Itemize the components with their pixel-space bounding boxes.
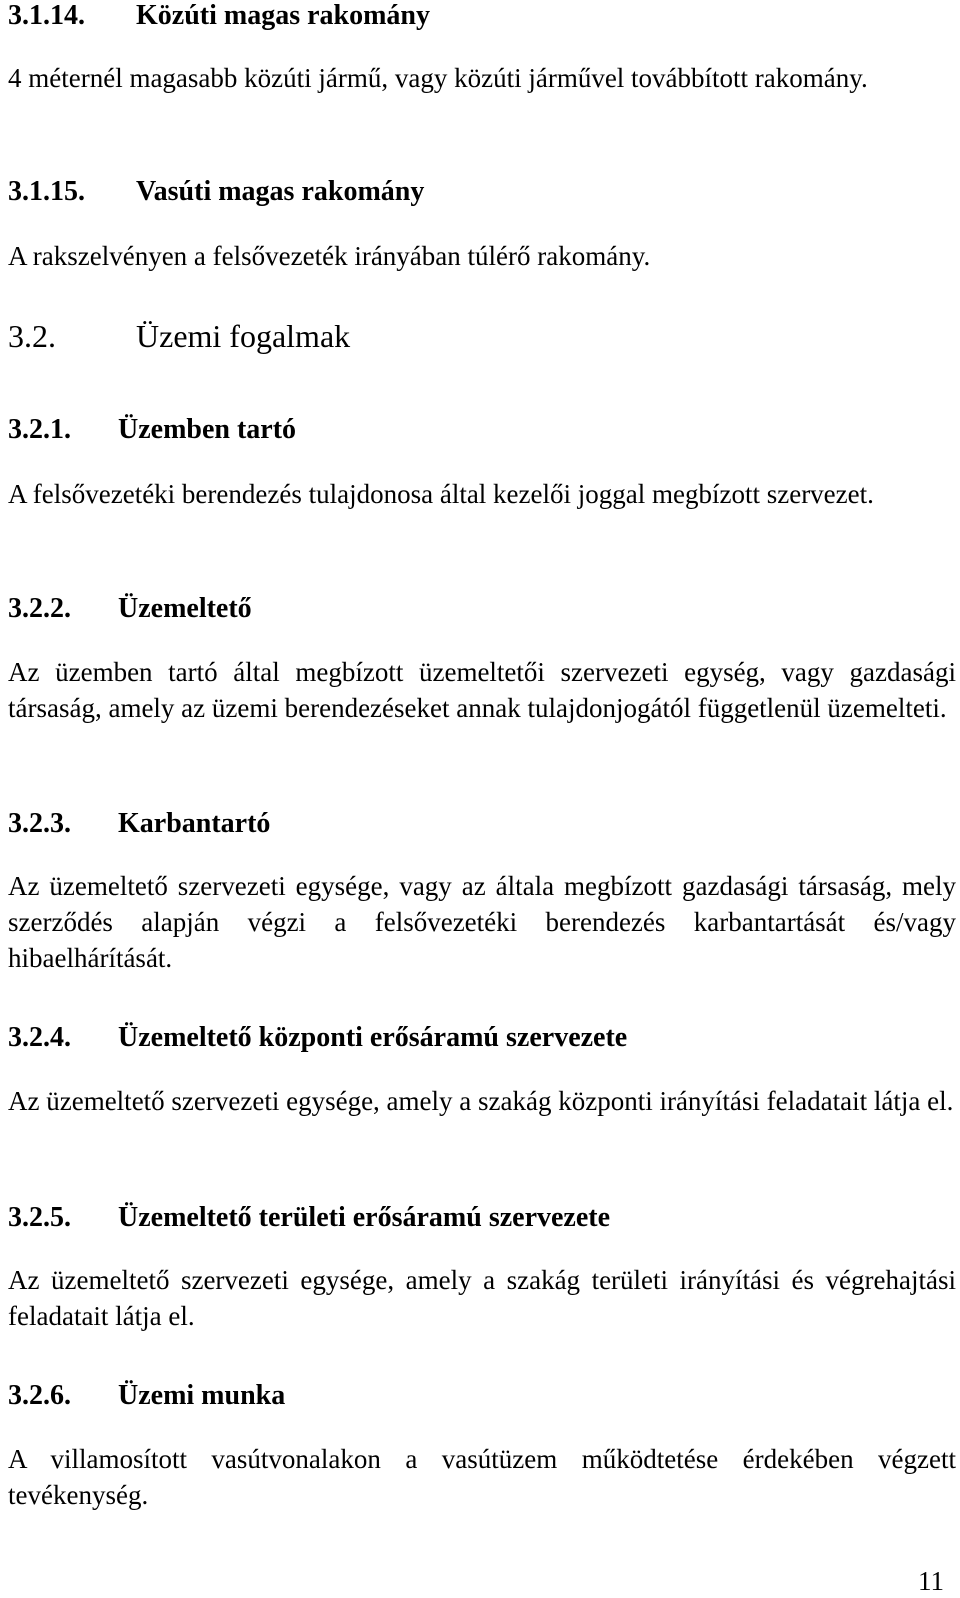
section-body: A felsővezetéki berendezés tulajdonosa által kezelői joggal megbízott szervezet. [8, 479, 874, 509]
section-title: Üzemben tartó [118, 414, 297, 445]
section-heading [8, 1202, 611, 1233]
section-number: 3.1.15. [8, 176, 85, 207]
chapter-heading [8, 318, 351, 354]
section-body: 4 méternél magasabb közúti jármű, vagy közúti járművel továbbított rakomány. [8, 63, 868, 93]
section-number: 3.2.2. [8, 593, 71, 624]
section-number: 3.2.1. [8, 414, 71, 445]
page-number: 11 [918, 1566, 944, 1596]
section-heading [8, 0, 430, 31]
section-body: A villamosított vasútvonalakon a vasútüzem működtetése érdekében végzett tevékenység. [8, 1444, 956, 1510]
section-number: 3.2.6. [8, 1380, 71, 1411]
section-title: Üzemi munka [118, 1380, 286, 1411]
section-body: Az üzemeltető szervezeti egysége, amely a szakág központi irányítási feladatait látja el. [8, 1086, 954, 1116]
section-number: 3.2.4. [8, 1022, 71, 1053]
section-number: 3.2.5. [8, 1202, 71, 1233]
section-heading [8, 414, 297, 445]
section-body: Az üzemeltető szervezeti egysége, vagy az általa megbízott gazdasági társaság, mely szerződés alapján végzi a felsővezetéki berendezés karbantartását és/vagy hibaelhárítását. [8, 871, 956, 973]
section-title: Karbantartó [118, 808, 271, 839]
section-title: Üzemeltető [118, 593, 252, 624]
section-heading [8, 1380, 286, 1411]
section-heading [8, 808, 271, 839]
section-heading [8, 593, 252, 624]
section-body: Az üzemeltető szervezeti egysége, amely a szakág területi irányítási és végrehajtási feladatait látja el. [8, 1265, 956, 1331]
section-number: 3.2. [8, 318, 56, 354]
section-body: A rakszelvényen a felsővezeték irányában túlérő rakomány. [8, 241, 651, 271]
section-number: 3.1.14. [8, 0, 85, 31]
section-body: Az üzemben tartó által megbízott üzemeltetői szervezeti egység, vagy gazdasági társaság, amely az üzemi berendezéseket annak tulajdonjogától függetlenül üzemelteti. [8, 657, 956, 723]
section-title: Üzemeltető területi erősáramú szervezete [118, 1202, 611, 1233]
section-title: Közúti magas rakomány [136, 0, 430, 31]
section-title: Vasúti magas rakomány [136, 176, 425, 207]
section-heading [8, 176, 425, 207]
section-title: Üzemeltető központi erősáramú szervezete [118, 1022, 628, 1053]
section-number: 3.2.3. [8, 808, 71, 839]
section-title: Üzemi fogalmak [136, 318, 351, 354]
section-heading [8, 1022, 628, 1053]
